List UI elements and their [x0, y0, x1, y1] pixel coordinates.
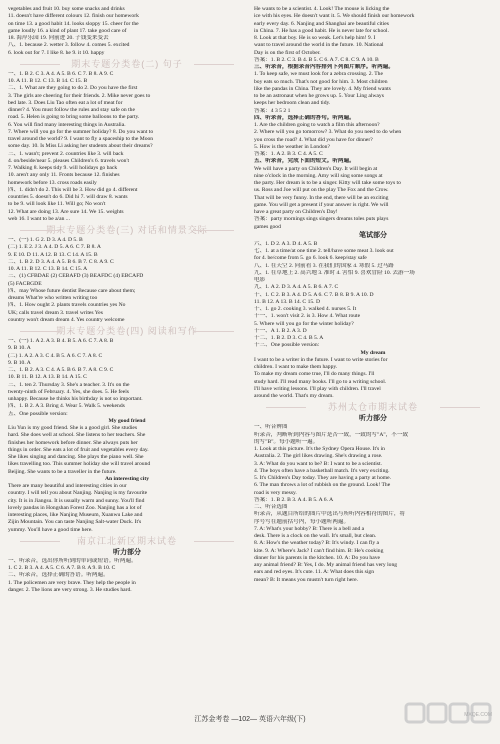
text-line: 6. The man throws a lot of rubbish on the ground. Look! The: [254, 482, 391, 489]
text-line: want to travel around the world in the future. 10. National: [254, 42, 384, 49]
text-line: country. I will tell you about Nanjing. Nanjing is my favourite: [8, 490, 148, 497]
text-line: games good: [254, 223, 281, 230]
text-line: 听录音，判断听到内容与图片是否一致，一致的写"A"，不一致: [254, 431, 409, 438]
text-line: 二、1. What are they going to do 2. Do you have the first: [8, 85, 138, 92]
essay-title: My dream: [360, 349, 386, 356]
text-line: 二、1. B 2. A 3. C 4. A 5. B 6. B 7. A 8. C 9. C: [8, 367, 114, 373]
text-line: Day is on the first of October.: [254, 49, 321, 56]
question-heading: 四、听录音，选择正确的答句。听两遍。: [254, 114, 355, 121]
text-line: 6. look out for 7. I like 8. he 9. it 10. happy: [8, 49, 105, 56]
text-line: 八、1. 在天空 2. 向前看 3. 在我们的国家 4. 寒假 5. 过马路: [254, 262, 394, 269]
text-line: 答案：1. A 2. B 3. C 4. A 5. C: [254, 151, 323, 157]
text-line: like the pandas in China. They are lovely. 4. My friend wants: [254, 85, 391, 92]
text-line: ears and red eyes. It's cute. 11. A: What does this sign: [254, 569, 375, 576]
text-line: 3. A: What do you want to be? B: I want to be a scientist.: [254, 460, 382, 467]
text-line: keeps her bedroom clean and tidy.: [254, 100, 331, 107]
text-line: She likes singing and dancing. She plays the piano well. She: [8, 454, 144, 460]
text-line: 四、1. didn't do 2. This will be 3. How did go 4. different: [8, 186, 138, 193]
text-line: road is very messy.: [254, 489, 297, 496]
text-line: 7. Walking 8. keeps tidy 9. will holidays go back: [8, 165, 118, 171]
text-line: 1. The policemen are very brave. They help the people in: [8, 579, 136, 586]
text-line: There are many beautiful and interesting cities in our: [8, 483, 127, 489]
section-banner: 苏州太仓市期末试卷: [254, 401, 492, 413]
text-line: 一、(一) 1. G 2. D 3. A 4. D 5. B: [8, 237, 83, 243]
text-line: 一、(一) 1. A 2. A 3. B 4. B 5. A 6. C 7. A 8. B: [8, 338, 114, 344]
text-line: Liu Yun is my good friend. She is a good girl. She studies: [8, 425, 138, 431]
section-subtitle: 笔试部分: [359, 231, 387, 239]
text-line: mean? B: It means you mustn't turn right here.: [254, 576, 359, 583]
text-line: 12. What are doing 13. Are sure 14. We 15. weights: [8, 208, 124, 215]
text-line: 10. A 11. B 12. C 13. B 14. C 15. A: [8, 266, 88, 272]
text-line: I'll have writing lessons. I'll play with children. I'll travel: [254, 385, 381, 392]
text-line: us. Ross and Joe will put on the play The Fox and the Crow.: [254, 187, 389, 194]
text-line: for 4. be/come from 5. go 6. look 6. keep/stay safe: [254, 255, 367, 262]
text-line: Australia. 2. The girl likes drawing. She's drawing a rose.: [254, 453, 383, 460]
text-line: 电影: [254, 277, 266, 283]
text-line: early every day. 6. Nanjing and Shanghai are beautiful cities: [254, 20, 389, 27]
text-line: 5. Where will you go for the winter holiday?: [254, 320, 354, 327]
text-line: 二、1. B 2. D 3. A 4. A 5. B 6. B 7. C 8. A 9. C: [8, 258, 114, 265]
text-line: 七、1. at a time/at one time 2. tell/have some meat 3. look out: [254, 248, 394, 254]
text-line: 7. Where will you go for the summer holiday? 8. Do you want to: [8, 128, 154, 135]
text-line: you cross the road? 4. What did you have for dinner?: [254, 136, 373, 143]
text-line: 十二、1. B 2. D 3. C 4. B 5. A: [254, 335, 324, 341]
text-line: 9. B 10. A: [8, 345, 31, 352]
text-line: (二) 1. A 2. A 3. C 4. B 5. A 6. C 7. A 8. C: [8, 352, 103, 359]
text-line: 三、(1) CFBDAE (2) CEBAFD (3) BEAFDC (4) EBCAFD: [8, 273, 144, 280]
text-line: danger. 2. The lions are very strong. 3. He studies hard.: [8, 586, 132, 593]
text-line: city. It is in Jiangsu. It is usually warm and sunny. You'll find: [8, 497, 145, 504]
text-line: game. You will get a present if your answer is right. We will: [254, 201, 389, 208]
text-line: 18. 海岸乐园 19. 向前进 20. 子钱变来变去: [8, 35, 109, 41]
text-line: 2. Where will you go tomorrow? 3. What do you need to do when: [254, 129, 402, 136]
text-line: 3. The girls are cheering for their friends. 2. Mike never goes to: [8, 92, 151, 99]
text-line: dinner? 4. You must follow the rules and stay safe on the: [8, 107, 135, 113]
text-line: 1. To keep safe, we must look for a zebra crossing. 2. The: [254, 71, 383, 78]
text-line: interesting places, like Nanjing Museum, Xuanwu Lake and: [8, 512, 143, 518]
text-line: He wants to be a scientist. 4. Look! The mouse is licking the: [254, 6, 390, 12]
text-line: 11. doesn't have different colours 12. finish our homework: [8, 13, 139, 20]
text-line: 10. B 11. B 12. A 13. B 14. A 15. C: [8, 374, 87, 381]
text-line: travel around the world? 9. I want to fly a spaceship to the Moon: [8, 136, 154, 142]
text-line: 八、1. because 2. wetter 3. follow 4. comes 5. excited: [8, 42, 130, 49]
text-line: 1. Look at this picture. It's the Sydney Opera House. It's in: [254, 446, 385, 452]
text-line: ice with his eyes. He doesn't want it. 5. We should finish our homework: [254, 13, 415, 20]
text-line: 答案：1. B 2. C 3. B 4. B 5. C 6. A 7. C 8. C 9. A 10. B: [254, 56, 379, 63]
text-line: 8. A: How's the weather today? B: It's windy. I can fly a: [254, 540, 379, 547]
text-line: 十一、A 1. B 2. A 3. D: [254, 327, 307, 334]
text-line: web 16. I want to be a/an ...: [8, 215, 70, 222]
text-line: hard. She does well at school. She listens to her teachers. She: [8, 432, 146, 439]
text-line: 10. A 11. B 12. C 13. B 14. C 15. B: [8, 78, 88, 84]
section-banner: 南京江北新区期末试卷: [8, 535, 246, 547]
text-line: 三、1. wasn't; prevent 2. countries like 3. will back: [8, 150, 124, 157]
page-footer: 江苏金考卷 —102— 英语六年级(下): [194, 716, 306, 723]
text-line: 8. Look at that boy. He is so weak. Let's help him! 9. I: [254, 35, 376, 41]
text-line: likes travelling too. This summer holiday she will travel around: [8, 461, 151, 468]
text-line: 听录音，从题目所给的图片中选出与所听内容相符的图片，将: [254, 511, 406, 518]
text-line: 11. B 12. A 13. B 14. C 15. D: [254, 298, 320, 305]
text-line: 十三、One possible version:: [254, 342, 320, 349]
text-line: kite. 9. A: Where's Jack? I can't find him. B: He's cooking: [254, 547, 384, 554]
text-line: 十、1. C 2. B 3. A 4. D 5. A 6. C 7. B 8. B 9. A 10. D: [254, 291, 374, 298]
text-line: 一、1. B 2. C 3. A 4. A 5. B 6. C 7. B 8. A 9. C: [8, 70, 114, 77]
text-line: 十一、1. won't visit 2. is 3. How 4. What route: [254, 313, 361, 320]
essay-title: My good friend: [108, 417, 146, 424]
text-line: the party. Her dream is to be a singer. Kitty will take some toys to: [254, 180, 401, 186]
text-line: study hard. I'll read many books. I'll go to a writing school.: [254, 378, 387, 385]
text-line: children. I want to make them happy.: [254, 364, 338, 370]
text-line: countries 5. doesn't do 6. Did hi 7. will draw 8. wants: [8, 194, 128, 200]
text-line: 二、听录音，选择正确的答语。听两遍。: [8, 572, 109, 579]
text-line: finishes her homework before dinner. She always puts her: [8, 439, 138, 446]
text-line: (5) FACBGDE: [8, 280, 42, 287]
text-line: 9. E 10. D 11. A 12. B 13. C 14. A 15. B: [8, 251, 98, 258]
text-line: 一、听音辨图: [254, 424, 288, 431]
text-line: bed late. 3. Does Liu Tao often eat a lot of meat for: [8, 99, 123, 106]
text-line: yummy. You'll have a good time here.: [8, 526, 93, 533]
section-banner: 期末专题分类卷(三) 对话和情景交际: [8, 224, 246, 236]
section-subtitle: 听力部分: [113, 548, 141, 556]
left-column: [8, 6, 246, 718]
text-line: 1. C 2. B 3. A 4. A 5. C 6. A 7. B 8. A 9. B 10. C: [8, 565, 116, 571]
watermark-logo-icon: [402, 700, 494, 740]
text-line: around the world. That's my dream.: [254, 393, 334, 399]
text-line: 五、One possible version:: [8, 410, 68, 417]
text-line: Zijin Mountain. You can taste Nanjing Salt-water Duck. It's: [8, 519, 142, 526]
text-line: have a great party on Children's Day!: [254, 209, 338, 215]
text-line: 4. on/beside/near 5. pleases Children's 6. travels won't: [8, 157, 130, 164]
text-line: 三、1. ten 2. Thursday 3. She's a teacher. 3. It's on the: [8, 381, 130, 388]
essay-title: An interesting city: [104, 475, 150, 482]
text-line: on time 13. a good habit 14. looks sloppy 15. cheer for the: [8, 20, 139, 27]
text-line: 答案：1. B 2. B 3. A 4. B 5. A 6. A: [254, 496, 334, 503]
text-line: country won't dream dream 4. Yes country welcome: [8, 316, 125, 323]
text-line: We will have a party on Children's Day. It will begin at: [254, 165, 378, 172]
text-line: unhappy. Because he thinks his birthday is not so important.: [8, 396, 143, 402]
text-line: vegetables and fruit 10. buy some snacks and drinks: [8, 6, 125, 12]
text-line: 四、1. How ought 2. plants travels countries yes No: [8, 302, 126, 309]
text-line: 答案：4 3 5 2 1: [254, 107, 291, 114]
text-line: 六、1. D 2. A 3. D 4. A 5. B: [254, 240, 318, 247]
text-line: 四、1. B 2. A 3. Bring 4. Wear 5. Walk 5. weekends: [8, 403, 125, 410]
text-line: 九、1. A 2. D 3. A 4. A 5. B 6. A 7. C: [254, 284, 339, 291]
text-line: things in order. She eats a lot of fruit and vegetables every day.: [8, 446, 149, 453]
text-line: (二) 1. E 2. J 3. A 4. D 5. A 6. C 7. B 8. A: [8, 244, 101, 251]
text-line: 1. Are the children going to watch a film this afternoon?: [254, 122, 380, 128]
text-line: 4. The boys often have a basketball match. It's very exciting.: [254, 467, 390, 474]
question-heading: 五、听录音，完成下面的短文。听两遍。: [254, 158, 355, 165]
text-line: 十、1. go 2. cooking 3. walked 4. nurses 5. It: [254, 306, 357, 312]
text-line: 6. You will find many interesting things in Australia.: [8, 121, 126, 128]
text-line: 一、听录音，选出你所听到的单词或短语。听两遍。: [8, 557, 137, 564]
text-line: 九、1. 在草地上 2. 高兴地 3. 准时 4. 害怕 9. 喜欢冒险 10. 去游一场: [254, 269, 415, 276]
text-line: twenty-ninth of February. 4. Yes, she does. 5. He feels: [8, 388, 129, 395]
text-line: To make my dream come true, I'll do many things. I'll: [254, 371, 375, 378]
text-line: 序号写在题前括号内，每小题听两遍。: [254, 518, 350, 525]
text-line: 7. A: What's your hobby? B: There is a bell and a: [254, 525, 365, 532]
text-line: some day. 10. Is Miss Li asking her students about their dreams?: [8, 143, 153, 150]
section-banner: 期末专题分类卷(四) 阅读和写作: [8, 325, 246, 337]
text-line: boy eats so much. That's not good for him. 3. Most children: [254, 78, 388, 85]
text-line: 9. B 10. A: [8, 359, 31, 366]
text-line: in China. 7. He has a good habit. He is never late for school.: [254, 27, 389, 34]
right-column: [254, 6, 492, 718]
text-line: UK; calls travel dream 3. travel writes Yes: [8, 309, 103, 316]
section-subtitle: 听力部分: [359, 415, 387, 423]
text-line: 的写"B"。每小题听一遍。: [254, 438, 319, 445]
text-line: 5. It's Children's Day today. They are having a party at home.: [254, 475, 392, 481]
text-line: 四、may Whose future dentist Because care about them;: [8, 287, 136, 294]
text-line: any animal friend? B: Yes, I do. My animal friend has very long: [254, 562, 398, 568]
text-line: nine o'clock in the morning. Amy will sing some songs at: [254, 172, 383, 179]
section-banner: 期末专题分类卷(二) 句子: [8, 58, 246, 70]
text-line: That will be very funny. In the end, there will be an exciting: [254, 194, 389, 201]
text-line: Beijing. She wants to be a traveller in the future.: [8, 468, 117, 475]
text-line: game loudly 16. a kind of plant 17. take good care of: [8, 27, 127, 34]
text-line: to be 9. will look like 11. Will go; No won't: [8, 201, 106, 208]
text-line: to be an astronaut when he grows up. 5. Your Ling always: [254, 93, 384, 99]
text-line: 10. aren't any only 11. Fronts because 12. finishes: [8, 172, 120, 179]
text-line: road. 5. Helen is going to bring some balloons to the party.: [8, 114, 140, 121]
text-line: 答案：party mornings sings singers dreams toles puts plays: [254, 216, 389, 223]
text-line: lovely pandas in Hongshan Forest Zoo. Nanjing has a lot of: [8, 504, 142, 511]
text-line: 二、听音选图: [254, 504, 288, 510]
text-line: 5. How is the weather in London?: [254, 143, 330, 150]
text-line: I want to be a writer in the future. I want to write stories for: [254, 356, 388, 363]
watermark-text: MXQE.COM: [464, 712, 492, 718]
text-line: homework before 13. cross roads easily: [8, 179, 97, 186]
text-line: desk. There is a clock on the wall. It's small, but clean.: [254, 533, 377, 539]
text-line: dinner for his parents in the kitchen. 10. A: Do you have: [254, 554, 380, 561]
question-heading: 三、听录音，根据录音内容排列下列图片顺序。听两遍。: [254, 64, 394, 70]
text-line: dreams What're who written writing too: [8, 295, 98, 301]
